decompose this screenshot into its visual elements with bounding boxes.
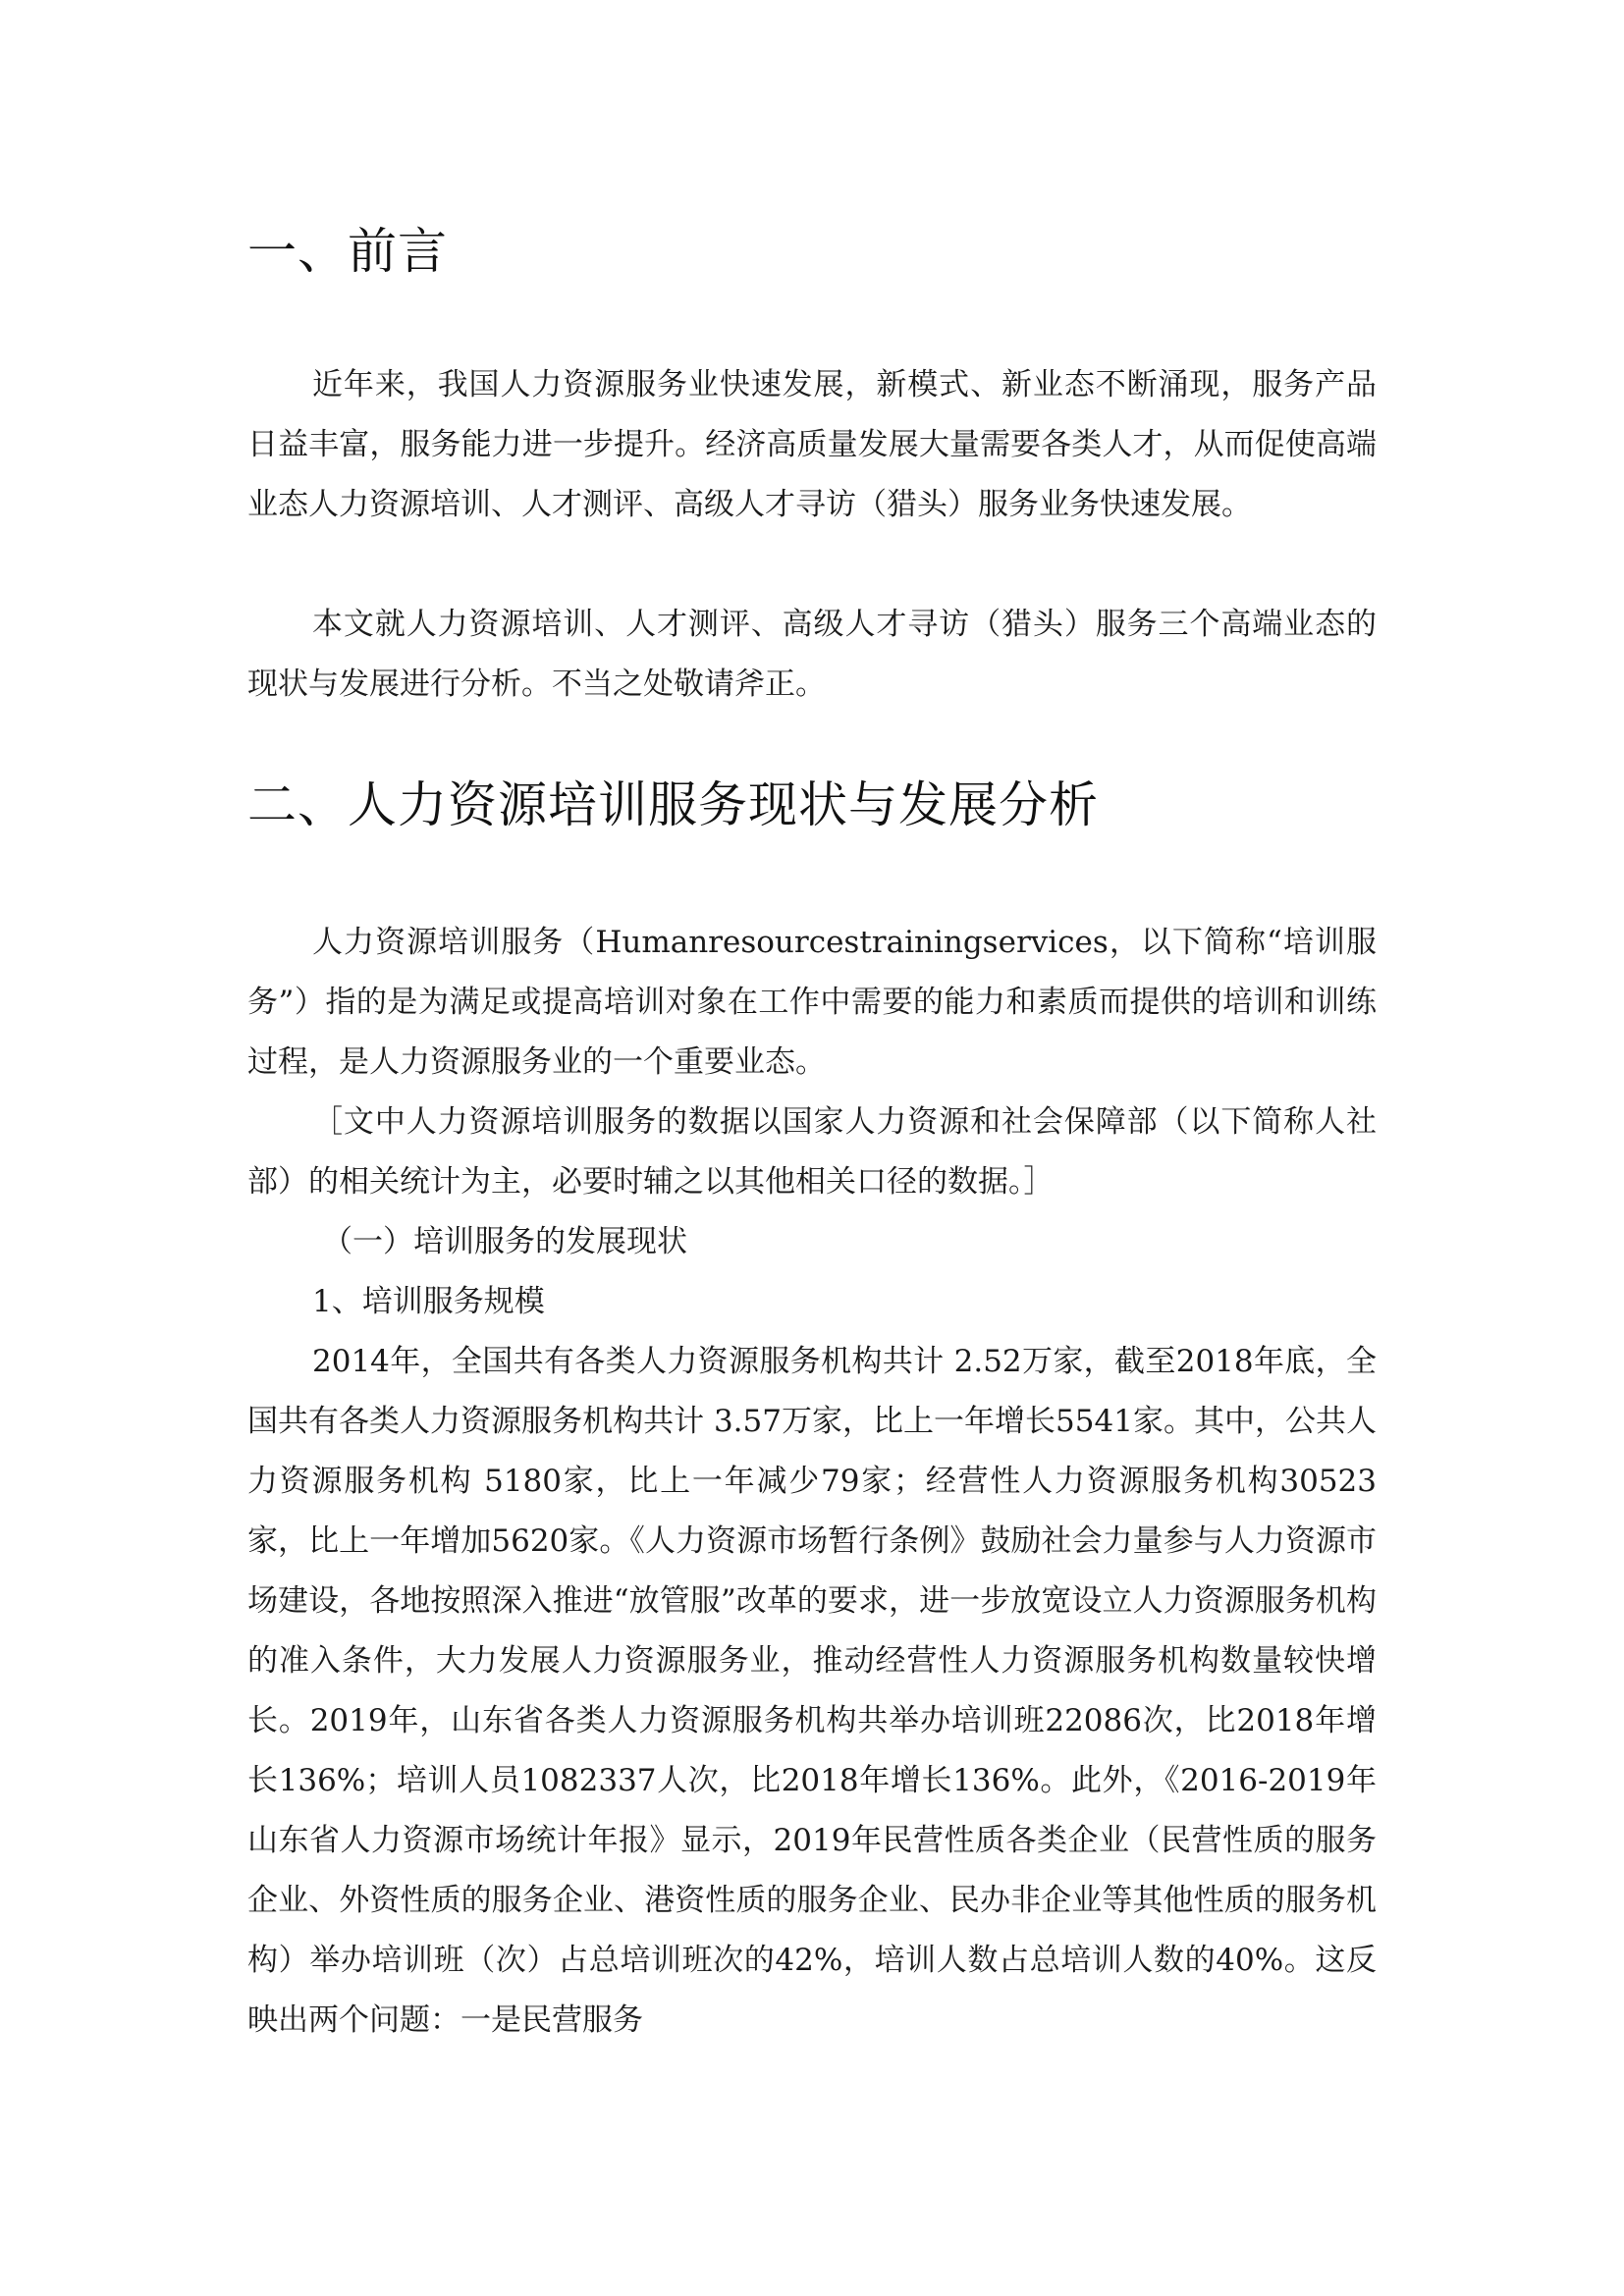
- section-heading-training-services: 二、人力资源培训服务现状与发展分析: [247, 776, 1099, 833]
- paragraph-service-scale-stats: 2014年，全国共有各类人力资源服务机构共计 2.52万家，截至2018年底，全国共有各类人力资源服务机构共计 3.57万家，比上一年增长5541家。其中，公共人力资源服务机构 5180家，比上一年减少79家；经营性人力资源服务机构30523家，比上一年增加5620家。《人力资源市场暂行条例》鼓励社会力量参与人力资源市场建设，各地按照深入推进“放管服”改革的要求，进一步放宽设立人力资源服务机构的准入条件，大力发展人力资源服务业，推动经营性人力资源服务机构数量较快增长。2019年，山东省各类人力资源服务机构共举办培训班22086次，比2018年增长136%；培训人员1082337人次，比2018年增长136%。此外，《2016-2019年山东省人力资源市场统计年报》显示，2019年民营性质各类企业（民营性质的服务企业、外资性质的服务企业、港资性质的服务企业、民办非企业等其他性质的服务机构）举办培训班（次）占总培训班次的42%，培训人数占总培训人数的40%。这反映出两个问题：一是民营服务: [247, 1344, 1377, 2038]
- subheading-development-status: （一）培训服务的发展现状: [322, 1224, 687, 1259]
- paragraph-preface-intro: 近年来，我国人力资源服务业快速发展，新模式、新业态不断涌现，服务产品日益丰富，服务能力进一步提升。经济高质量发展大量需要各类人才，从而促使高端业态人力资源培训、人才测评、高级人才寻访（猎头）服务业务快速发展。: [247, 367, 1377, 522]
- section-heading-preface: 一、前言: [247, 223, 448, 280]
- paragraph-training-definition: 人力资源培训服务（Humanresourcestrainingservices，以下简称“培训服务”）指的是为满足或提高培训对象在工作中需要的能力和素质而提供的培训和训练过程，是人力资源服务业的一个重要业态。: [247, 925, 1377, 1080]
- paragraph-data-source-note: ［文中人力资源培训服务的数据以国家人力资源和社会保障部（以下简称人社部）的相关统计为主，必要时辅之以其他相关口径的数据。］: [247, 1104, 1377, 1200]
- paragraph-preface-scope: 本文就人力资源培训、人才测评、高级人才寻访（猎头）服务三个高端业态的现状与发展进行分析。不当之处敬请斧正。: [247, 607, 1377, 702]
- subheading-service-scale: 1、培训服务规模: [312, 1284, 545, 1319]
